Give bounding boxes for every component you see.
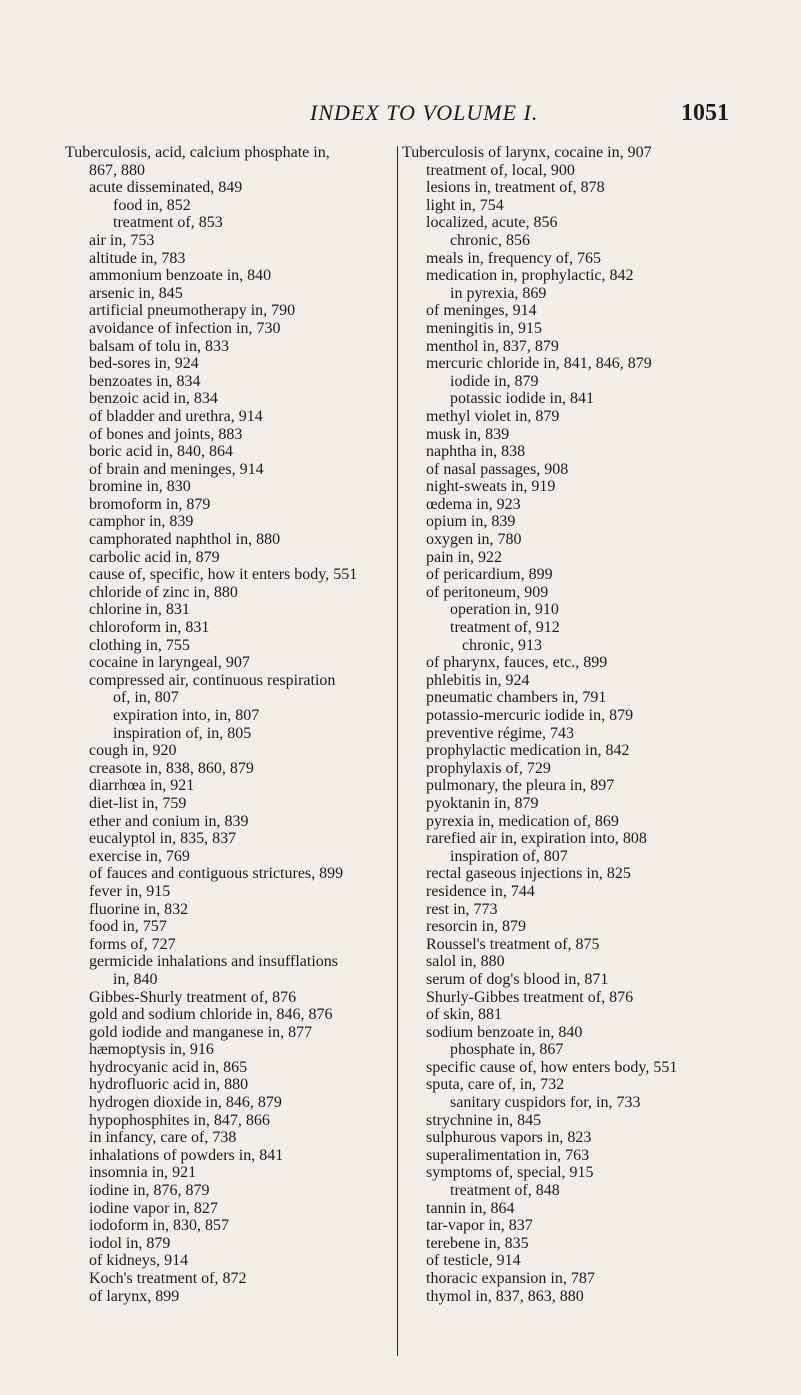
index-entry: artificial pneumotherapy in, 790 [89, 302, 296, 320]
index-entry: diarrhœa in, 921 [89, 777, 195, 795]
index-entry: chlorine in, 831 [89, 601, 190, 619]
index-entry: residence in, 744 [426, 882, 535, 900]
index-entry: fluorine in, 832 [89, 900, 189, 918]
index-entry: in pyrexia, 869 [450, 284, 547, 302]
index-entry: lesions in, treatment of, 878 [426, 179, 605, 197]
index-entry: germicide inhalations and insufflations [89, 953, 338, 971]
index-entry: food in, 757 [89, 918, 167, 936]
index-entry: 867, 880 [89, 161, 145, 179]
index-entry: iodine vapor in, 827 [89, 1199, 218, 1217]
index-entry: eucalyptol in, 835, 837 [89, 830, 237, 848]
index-entry: mercuric chloride in, 841, 846, 879 [426, 355, 652, 373]
index-entry: Shurly-Gibbes treatment of, 876 [426, 988, 634, 1006]
index-entry: gold and sodium chloride in, 846, 876 [89, 1006, 333, 1024]
index-entry: opium in, 839 [426, 513, 516, 531]
column-divider [397, 146, 398, 1356]
index-entry: tar-vapor in, 837 [426, 1217, 533, 1235]
index-entry: potassic iodide in, 841 [450, 390, 594, 408]
index-entry: iodine in, 876, 879 [89, 1182, 210, 1200]
index-entry: cough in, 920 [89, 742, 177, 760]
index-entry: chloride of zinc in, 880 [89, 583, 238, 601]
index-entry: diet-list in, 759 [89, 794, 187, 812]
index-entry: superalimentation in, 763 [426, 1146, 590, 1164]
index-entry: chronic, 913 [462, 636, 542, 654]
index-entry: thymol in, 837, 863, 880 [426, 1287, 584, 1305]
index-entry: creasote in, 838, 860, 879 [89, 759, 254, 777]
index-entry: tannin in, 864 [426, 1199, 515, 1217]
index-entry: of skin, 881 [426, 1006, 502, 1024]
index-entry: strychnine in, 845 [426, 1111, 542, 1129]
index-entry: benzoic acid in, 834 [89, 390, 218, 408]
index-entry: treatment of, 848 [450, 1182, 560, 1200]
index-entry: chronic, 856 [450, 231, 530, 249]
index-entry: œdema in, 923 [426, 495, 521, 513]
index-entry: pyrexia in, medication of, 869 [426, 812, 619, 830]
index-entry: of bones and joints, 883 [89, 425, 243, 443]
index-entry: chloroform in, 831 [89, 619, 210, 637]
index-entry: of kidneys, 914 [89, 1252, 189, 1270]
index-entry: of fauces and contiguous strictures, 899 [89, 865, 344, 883]
index-entry: pulmonary, the pleura in, 897 [426, 777, 615, 795]
index-entry: pneumatic chambers in, 791 [426, 689, 607, 707]
index-entry: insomnia in, 921 [89, 1164, 197, 1182]
index-entry: preventive régime, 743 [426, 724, 574, 742]
index-entry: gold iodide and manganese in, 877 [89, 1023, 313, 1041]
index-entry: in infancy, care of, 738 [89, 1129, 237, 1147]
index-entry: exercise in, 769 [89, 847, 190, 865]
index-entry: terebene in, 835 [426, 1234, 529, 1252]
index-entry: of larynx, 899 [89, 1287, 180, 1305]
index-entry: Koch's treatment of, 872 [89, 1270, 247, 1287]
index-entry: camphorated naphthol in, 880 [89, 531, 281, 549]
index-column-left [65, 144, 393, 1305]
index-entry: of pericardium, 899 [426, 566, 553, 584]
index-entry: meals in, frequency of, 765 [426, 249, 602, 267]
index-entry: camphor in, 839 [89, 513, 194, 531]
index-entry: phlebitis in, 924 [426, 671, 530, 689]
index-entry: in, 840 [113, 970, 158, 988]
index-entry: iodide in, 879 [450, 372, 539, 390]
index-entry: benzoates in, 834 [89, 372, 201, 390]
index-entry: of pharynx, fauces, etc., 899 [426, 654, 608, 672]
index-entry: pain in, 922 [426, 548, 502, 566]
index-entry: iodoform in, 830, 857 [89, 1217, 229, 1235]
index-entry: hæmoptysis in, 916 [89, 1041, 214, 1059]
index-entry: sulphurous vapors in, 823 [426, 1129, 592, 1147]
running-title: INDEX TO VOLUME I. [310, 100, 539, 125]
index-entry: naphtha in, 838 [426, 443, 526, 461]
index-entry: Gibbes-Shurly treatment of, 876 [89, 988, 297, 1006]
index-entry: balsam of tolu in, 833 [89, 337, 229, 355]
index-entry: bromine in, 830 [89, 478, 191, 496]
index-entry: operation in, 910 [450, 601, 559, 619]
index-entry: acute disseminated, 849 [89, 179, 243, 197]
index-entry: sodium benzoate in, 840 [426, 1023, 583, 1041]
index-entry: treatment of, local, 900 [426, 161, 575, 179]
index-entry: of meninges, 914 [426, 302, 537, 320]
index-entry: hydrofluoric acid in, 880 [89, 1076, 249, 1094]
index-entry: fever in, 915 [89, 882, 171, 900]
index-entry: expiration into, in, 807 [113, 707, 260, 724]
index-entry: boric acid in, 840, 864 [89, 443, 233, 461]
index-entry: arsenic in, 845 [89, 284, 183, 302]
index-entry: air in, 753 [89, 231, 155, 249]
index-entry: serum of dog's blood in, 871 [426, 970, 609, 988]
index-entry: menthol in, 837, 879 [426, 337, 559, 355]
index-entry: night-sweats in, 919 [426, 478, 556, 496]
index-entry: inspiration of, in, 805 [113, 724, 252, 742]
index-entry: thoracic expansion in, 787 [426, 1270, 595, 1287]
index-entry: rest in, 773 [426, 900, 498, 918]
index-entry: salol in, 880 [426, 953, 505, 971]
index-entry: medication in, prophylactic, 842 [426, 267, 634, 285]
page-header [0, 100, 801, 140]
index-entry: rectal gaseous injections in, 825 [426, 865, 631, 883]
index-entry: ammonium benzoate in, 840 [89, 267, 272, 285]
index-entry: pyoktanin in, 879 [426, 794, 539, 812]
index-entry: cause of, specific, how it enters body, 551 [89, 566, 358, 584]
index-entry: Tuberculosis of larynx, cocaine in, 907 [402, 144, 652, 161]
page-number: 1051 [681, 100, 729, 126]
index-entry: musk in, 839 [426, 425, 510, 443]
index-entry: prophylactic medication in, 842 [426, 742, 630, 760]
index-entry: compressed air, continuous respiration [89, 671, 336, 689]
index-entry: altitude in, 783 [89, 249, 186, 267]
index-entry: of bladder and urethra, 914 [89, 407, 263, 425]
index-entry: of peritoneum, 909 [426, 583, 549, 601]
index-entry: rarefied air in, expiration into, 808 [426, 830, 647, 848]
index-column-right [402, 144, 738, 1305]
index-entry: inspiration of, 807 [450, 847, 568, 865]
index-entry: of testicle, 914 [426, 1252, 521, 1270]
index-entry: cocaine in laryngeal, 907 [89, 654, 250, 672]
index-entry: methyl violet in, 879 [426, 407, 560, 425]
index-entry: sanitary cuspidors for, in, 733 [450, 1094, 641, 1112]
index-entry: localized, acute, 856 [426, 214, 558, 232]
index-entry: treatment of, 853 [113, 214, 223, 232]
index-entry: light in, 754 [426, 196, 504, 214]
index-entry: meningitis in, 915 [426, 319, 542, 337]
index-entry: treatment of, 912 [450, 619, 560, 637]
index-entry: hydrogen dioxide in, 846, 879 [89, 1094, 282, 1112]
index-entry: iodol in, 879 [89, 1234, 171, 1252]
index-entry: oxygen in, 780 [426, 531, 522, 549]
index-entry: of brain and meninges, 914 [89, 460, 264, 478]
index-entry: hydrocyanic acid in, 865 [89, 1058, 248, 1076]
index-entry: bromoform in, 879 [89, 495, 211, 513]
index-entry: avoidance of infection in, 730 [89, 319, 281, 337]
index-entry: food in, 852 [113, 196, 191, 214]
index-entry: clothing in, 755 [89, 636, 190, 654]
index-entry: hypophosphites in, 847, 866 [89, 1111, 270, 1129]
index-entry: Tuberculosis, acid, calcium phosphate in, [65, 144, 330, 161]
index-entry: potassio-mercuric iodide in, 879 [426, 707, 634, 724]
index-entry: forms of, 727 [89, 935, 176, 953]
index-entry: of nasal passages, 908 [426, 460, 569, 478]
index-entry: symptoms of, special, 915 [426, 1164, 594, 1182]
index-entry: phosphate in, 867 [450, 1041, 564, 1059]
index-entry: ether and conium in, 839 [89, 812, 249, 830]
index-entry: carbolic acid in, 879 [89, 548, 220, 566]
index-entry: bed-sores in, 924 [89, 355, 199, 373]
index-entry: inhalations of powders in, 841 [89, 1146, 284, 1164]
index-entry: resorcin in, 879 [426, 918, 526, 936]
index-entry: prophylaxis of, 729 [426, 759, 551, 777]
index-entry: of, in, 807 [113, 689, 179, 707]
index-entry: Roussel's treatment of, 875 [426, 935, 600, 953]
index-entry: specific cause of, how enters body, 551 [426, 1058, 678, 1076]
index-entry: sputa, care of, in, 732 [426, 1076, 565, 1094]
